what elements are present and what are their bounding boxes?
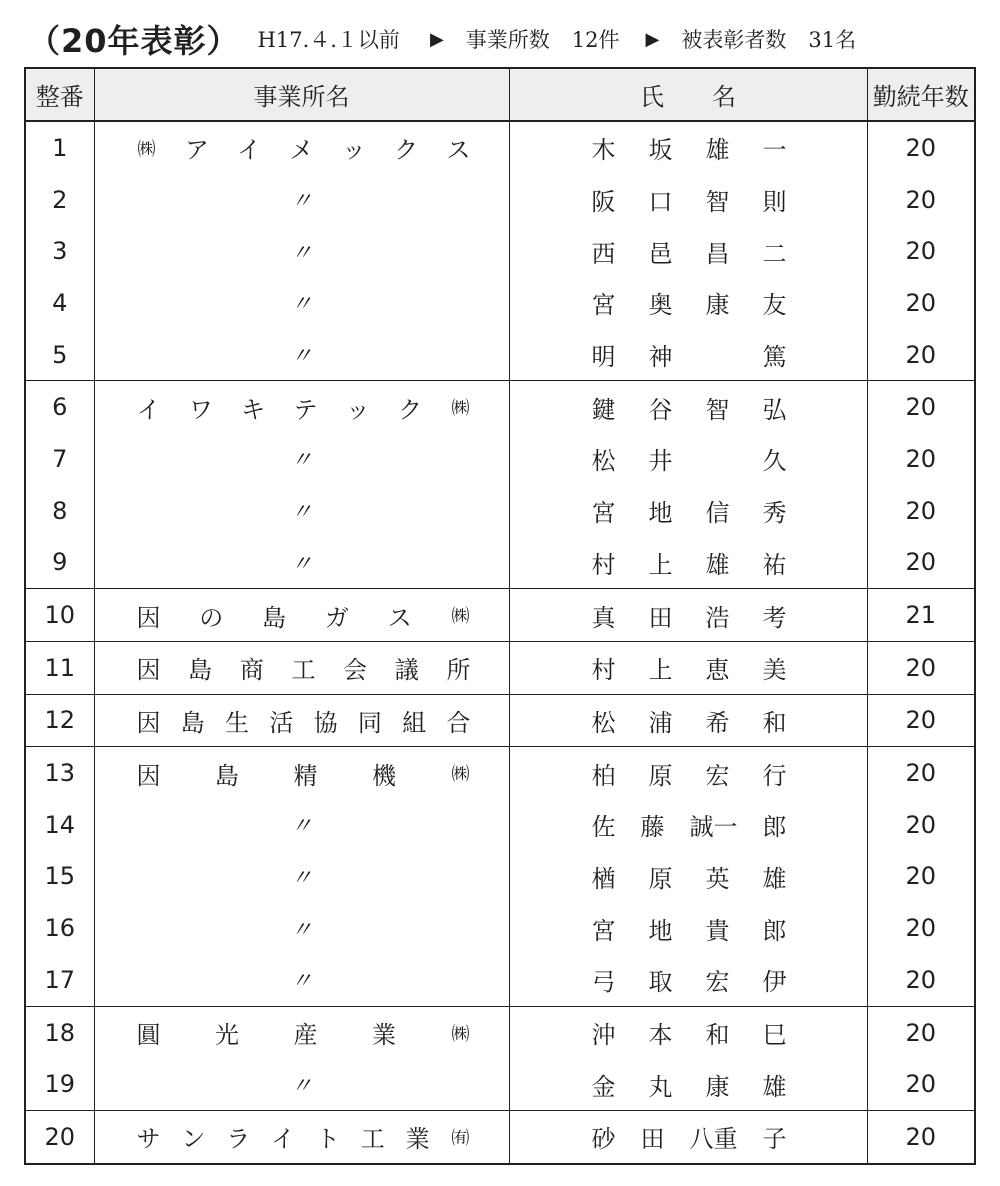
years-of-service: 20 <box>867 902 975 954</box>
company-char: 業 <box>405 1125 430 1154</box>
row-number: 8 <box>25 485 94 537</box>
name-char: 西 <box>591 239 616 268</box>
name-char: 柏 <box>591 761 616 790</box>
name-char: 本 <box>648 1021 673 1050</box>
company-char: テ <box>293 395 318 424</box>
company-char: ア <box>184 136 209 165</box>
column-header-years: 勤続年数 <box>867 68 975 121</box>
company-cell <box>94 225 509 277</box>
row-number: 16 <box>25 902 94 954</box>
row-number: 7 <box>25 433 94 485</box>
name-char: 藤 <box>640 813 665 842</box>
ditto-mark: 〃 <box>290 551 313 577</box>
company-char: ス <box>387 603 412 632</box>
name-char: 沖 <box>591 1021 616 1050</box>
table-row <box>25 121 975 174</box>
years-of-service: 21 <box>867 589 975 642</box>
years-of-service: 20 <box>867 954 975 1006</box>
awardees-label: 被表彰者数 <box>681 28 787 52</box>
name-char: 地 <box>648 916 673 945</box>
company-char: ㈱ <box>451 764 470 786</box>
name-char: 貴 <box>705 916 730 945</box>
table-row <box>25 1006 975 1058</box>
name-char: 雄 <box>705 136 730 165</box>
row-number: 6 <box>25 381 94 433</box>
row-number: 20 <box>25 1111 94 1164</box>
company-cell <box>94 537 509 589</box>
person-name-cell <box>509 1058 867 1110</box>
name-char: 希 <box>705 708 730 737</box>
row-number: 13 <box>25 747 94 799</box>
awardees-count: 31名 <box>808 28 857 52</box>
table-row <box>25 433 975 485</box>
row-number: 11 <box>25 641 94 694</box>
table-row <box>25 1058 975 1110</box>
row-number: 5 <box>25 329 94 381</box>
table-row <box>25 694 975 747</box>
name-char: 智 <box>705 395 730 424</box>
page-title: （20年表彰） <box>28 22 240 60</box>
company-char: 精 <box>293 761 318 790</box>
row-number: 14 <box>25 799 94 851</box>
company-char: ッ <box>341 136 366 165</box>
name-char: 真 <box>591 603 616 632</box>
company-char: 光 <box>215 1021 239 1050</box>
company-char: 因 <box>136 603 161 632</box>
date-label: H17.４.１以前 <box>257 28 400 52</box>
years-of-service: 20 <box>867 694 975 747</box>
name-char: 谷 <box>648 395 673 424</box>
row-number: 19 <box>25 1058 94 1110</box>
arrow-icon: ▶ <box>645 28 660 50</box>
row-number: 1 <box>25 121 94 174</box>
name-char: 智 <box>705 188 730 217</box>
company-cell <box>94 902 509 954</box>
name-char: 祐 <box>762 550 787 579</box>
company-char: 業 <box>372 1021 396 1050</box>
name-char: 佐 <box>591 813 616 842</box>
ditto-mark: 〃 <box>290 865 313 891</box>
company-char: 生 <box>225 708 250 737</box>
table-row <box>25 799 975 851</box>
row-number: 4 <box>25 277 94 329</box>
column-header-company: 事業所名 <box>94 68 509 121</box>
company-char: 会 <box>343 656 368 685</box>
company-cell <box>94 694 509 747</box>
company-char: 島 <box>215 761 239 790</box>
person-name-cell <box>509 433 867 485</box>
row-number: 3 <box>25 225 94 277</box>
company-char: ㈱ <box>451 1023 470 1045</box>
company-char: 議 <box>394 656 419 685</box>
name-char: 宏 <box>705 761 730 790</box>
offices-count: 12件 <box>571 28 620 52</box>
company-char: 島 <box>188 656 213 685</box>
company-cell <box>94 747 509 799</box>
company-cell <box>94 851 509 903</box>
company-cell <box>94 641 509 694</box>
name-char: 子 <box>762 1125 787 1154</box>
name-char: 友 <box>762 291 787 320</box>
person-name-cell <box>509 381 867 433</box>
table-row <box>25 747 975 799</box>
name-char: 和 <box>762 708 787 737</box>
years-of-service: 20 <box>867 225 975 277</box>
years-of-service: 20 <box>867 329 975 381</box>
name-char: 宮 <box>591 499 616 528</box>
name-char: 則 <box>762 188 787 217</box>
name-char: 神 <box>648 343 673 372</box>
company-cell <box>94 1006 509 1058</box>
person-name-cell <box>509 1111 867 1164</box>
company-char: ㈱ <box>451 398 470 420</box>
company-char: イ <box>136 395 161 424</box>
company-char: 因 <box>136 761 161 790</box>
name-char: 奥 <box>648 291 673 320</box>
name-char: 邑 <box>648 239 673 268</box>
years-of-service: 20 <box>867 641 975 694</box>
company-char: 島 <box>262 603 287 632</box>
name-char: 松 <box>591 708 616 737</box>
table-row <box>25 902 975 954</box>
years-of-service: 20 <box>867 799 975 851</box>
company-char: ㈲ <box>451 1127 470 1149</box>
name-char: 田 <box>640 1125 665 1154</box>
company-char: 島 <box>180 708 205 737</box>
years-of-service: 20 <box>867 1058 975 1110</box>
table-body <box>25 121 975 1164</box>
company-char: ク <box>398 395 423 424</box>
name-char: 美 <box>762 656 787 685</box>
company-char: ガ <box>324 603 349 632</box>
name-char: 原 <box>648 864 673 893</box>
name-char: 浩 <box>705 603 730 632</box>
years-of-service: 20 <box>867 485 975 537</box>
name-char: 楢 <box>591 864 616 893</box>
name-char: 考 <box>762 603 787 632</box>
row-number: 17 <box>25 954 94 1006</box>
name-char: 地 <box>648 499 673 528</box>
name-char: 砂 <box>591 1125 616 1154</box>
name-char: 松 <box>591 447 616 476</box>
ditto-mark: 〃 <box>290 240 313 266</box>
name-char: 康 <box>705 1072 730 1101</box>
name-char: 田 <box>648 603 673 632</box>
company-char: ラ <box>226 1125 251 1154</box>
name-char: 坂 <box>648 136 673 165</box>
company-char: 圓 <box>136 1021 161 1050</box>
years-of-service: 20 <box>867 747 975 799</box>
company-cell <box>94 121 509 174</box>
name-char: 伊 <box>762 968 787 997</box>
name-char: 弘 <box>762 395 787 424</box>
person-name-cell <box>509 1006 867 1058</box>
name-char: 雄 <box>762 864 787 893</box>
person-name-cell <box>509 694 867 747</box>
ditto-mark: 〃 <box>290 500 313 526</box>
company-char: ㈱ <box>137 138 156 160</box>
name-char: 上 <box>648 550 673 579</box>
company-cell <box>94 1058 509 1110</box>
ditto-mark: 〃 <box>290 1073 313 1099</box>
name-char: 巳 <box>762 1021 787 1050</box>
ditto-mark: 〃 <box>290 917 313 943</box>
company-char: 協 <box>313 708 338 737</box>
company-char: 産 <box>293 1021 318 1050</box>
row-number: 9 <box>25 537 94 589</box>
company-cell <box>94 329 509 381</box>
company-char: 組 <box>402 708 427 737</box>
company-char: イ <box>237 136 262 165</box>
name-char: 金 <box>591 1072 616 1101</box>
arrow-icon: ▶ <box>429 28 444 50</box>
row-number: 2 <box>25 174 94 226</box>
name-char: 雄 <box>762 1072 787 1101</box>
name-char: 村 <box>591 656 616 685</box>
table-row <box>25 641 975 694</box>
years-of-service: 20 <box>867 121 975 174</box>
person-name-cell <box>509 329 867 381</box>
company-char: 合 <box>446 708 471 737</box>
person-name-cell <box>509 485 867 537</box>
company-char: 工 <box>360 1125 385 1154</box>
row-number: 15 <box>25 851 94 903</box>
person-name-cell <box>509 589 867 642</box>
person-name-cell <box>509 799 867 851</box>
name-char: 村 <box>591 550 616 579</box>
person-name-cell <box>509 174 867 226</box>
table-row <box>25 954 975 1006</box>
name-char: 久 <box>762 447 787 476</box>
column-header-name: 氏 名 <box>509 68 867 121</box>
table-row <box>25 851 975 903</box>
name-char: 一 <box>762 136 787 165</box>
name-char: 口 <box>648 188 673 217</box>
name-char: 英 <box>705 864 730 893</box>
name-char: 鍵 <box>591 395 616 424</box>
row-number: 18 <box>25 1006 94 1058</box>
company-char: ワ <box>188 395 213 424</box>
company-char: 活 <box>269 708 294 737</box>
company-char: メ <box>289 136 314 165</box>
header <box>28 14 988 64</box>
person-name-cell <box>509 902 867 954</box>
ditto-mark: 〃 <box>290 344 313 370</box>
company-cell <box>94 954 509 1006</box>
company-char: 因 <box>136 708 161 737</box>
table-row <box>25 589 975 642</box>
table-row <box>25 329 975 381</box>
row-number: 10 <box>25 589 94 642</box>
table-row <box>25 277 975 329</box>
years-of-service: 20 <box>867 381 975 433</box>
company-char: ト <box>315 1125 340 1154</box>
company-cell <box>94 799 509 851</box>
table-row <box>25 225 975 277</box>
name-char: 昌 <box>705 239 730 268</box>
name-char: 行 <box>762 761 787 790</box>
name-char: 丸 <box>648 1072 673 1101</box>
company-char: ッ <box>345 395 370 424</box>
name-char: 八重 <box>689 1125 738 1154</box>
ditto-mark: 〃 <box>290 292 313 318</box>
company-char: イ <box>271 1125 296 1154</box>
name-char: 宮 <box>591 916 616 945</box>
table-row <box>25 537 975 589</box>
name-char: 明 <box>591 343 616 372</box>
person-name-cell <box>509 225 867 277</box>
name-char: 郎 <box>762 916 787 945</box>
offices-label: 事業所数 <box>465 28 550 52</box>
table-header-row <box>25 68 975 121</box>
name-char: 宮 <box>591 291 616 320</box>
company-cell <box>94 381 509 433</box>
name-char: 篤 <box>762 343 787 372</box>
company-char: 機 <box>372 761 396 790</box>
ditto-mark: 〃 <box>290 189 313 215</box>
name-char: 秀 <box>762 499 787 528</box>
name-char: 弓 <box>591 968 616 997</box>
company-cell <box>94 433 509 485</box>
name-char: 浦 <box>648 708 673 737</box>
ditto-mark: 〃 <box>290 448 313 474</box>
person-name-cell <box>509 537 867 589</box>
company-char: 所 <box>446 656 471 685</box>
name-char: 上 <box>648 656 673 685</box>
name-char: 阪 <box>591 188 616 217</box>
company-cell <box>94 1111 509 1164</box>
name-char: 宏 <box>705 968 730 997</box>
company-char: の <box>199 603 224 632</box>
company-char: ㈱ <box>451 606 470 628</box>
table-row <box>25 1111 975 1164</box>
name-char: 恵 <box>705 656 730 685</box>
person-name-cell <box>509 277 867 329</box>
table-row <box>25 485 975 537</box>
person-name-cell <box>509 747 867 799</box>
years-of-service: 20 <box>867 433 975 485</box>
company-char: 商 <box>239 656 264 685</box>
years-of-service: 20 <box>867 277 975 329</box>
awardee-table <box>24 67 976 1165</box>
company-cell <box>94 174 509 226</box>
years-of-service: 20 <box>867 174 975 226</box>
years-of-service: 20 <box>867 851 975 903</box>
person-name-cell <box>509 641 867 694</box>
name-char: 誠一 <box>689 813 738 842</box>
name-char: 郎 <box>762 813 787 842</box>
years-of-service: 20 <box>867 1111 975 1164</box>
name-char: 木 <box>591 136 616 165</box>
ditto-mark: 〃 <box>290 814 313 840</box>
ditto-mark: 〃 <box>290 969 313 995</box>
company-char: ン <box>181 1125 206 1154</box>
name-char: 二 <box>762 239 787 268</box>
years-of-service: 20 <box>867 1006 975 1058</box>
name-char: 原 <box>648 761 673 790</box>
table-row <box>25 174 975 226</box>
name-char: 信 <box>705 499 730 528</box>
company-char: ス <box>446 136 471 165</box>
years-of-service: 20 <box>867 537 975 589</box>
name-char: 井 <box>648 447 673 476</box>
person-name-cell <box>509 121 867 174</box>
company-char: 工 <box>291 656 316 685</box>
person-name-cell <box>509 851 867 903</box>
row-number: 12 <box>25 694 94 747</box>
company-char: 因 <box>136 656 161 685</box>
company-char: 同 <box>357 708 382 737</box>
column-header-number: 整番 <box>25 68 94 121</box>
company-char: ク <box>394 136 419 165</box>
name-char: 取 <box>648 968 673 997</box>
person-name-cell <box>509 954 867 1006</box>
name-char: 康 <box>705 291 730 320</box>
name-char: 雄 <box>705 550 730 579</box>
table-row <box>25 381 975 433</box>
company-cell <box>94 485 509 537</box>
name-char: 和 <box>705 1021 730 1050</box>
company-char: キ <box>241 395 266 424</box>
company-cell <box>94 589 509 642</box>
company-cell <box>94 277 509 329</box>
company-char: サ <box>136 1125 161 1154</box>
